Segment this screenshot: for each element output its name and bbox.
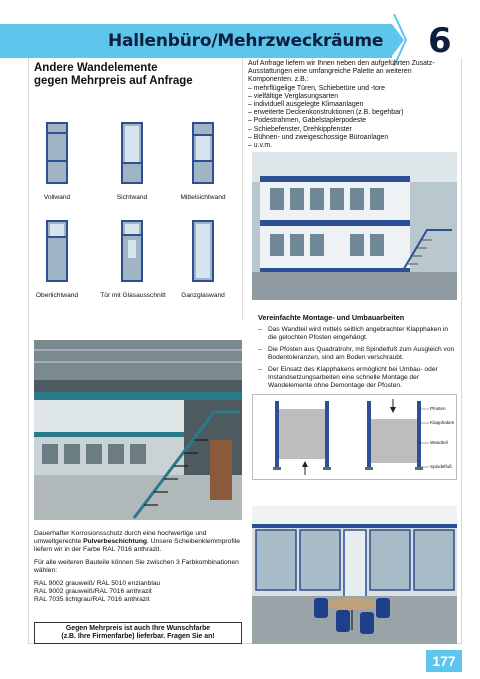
wall-vollwand — [46, 122, 68, 184]
photo-meeting-room — [252, 506, 457, 644]
coating-paragraph: Dauerhafter Korrosionsschutz durch eine hochwertige und umweltgerechte Pulverbeschichtung. Unsere Scheibenklemmprofile liefern wir in der Farbe RAL 7016 anthrazit. — [34, 530, 240, 553]
assembly-diagram-drawing — [253, 395, 458, 481]
chapter-number: 6 — [428, 21, 452, 61]
list-item: – individuell ausgelegte Klimaanlagen — [248, 101, 458, 109]
photo-two-storey-office — [252, 152, 457, 300]
wall-label-oberlichtwand: Oberlichtwand — [35, 292, 79, 299]
list-item: – Der Einsatz des Klapphakens ermöglicht bei Umbau- oder Instandsetzungsarbeiten eine schnelle Montage der Wandelemente ohne Demontage der Pfosten. — [258, 366, 458, 390]
intro-text — [248, 60, 458, 150]
list-item: – Podestrahmen, Gabelstaplerpodeste — [248, 117, 458, 125]
wall-mittelsichtwand — [192, 122, 214, 184]
intro-list — [248, 85, 458, 151]
wall-sichtwand — [121, 122, 143, 184]
diagram-label-wandteil: Wandteil — [430, 440, 448, 445]
wall-oberlichtwand — [46, 220, 68, 282]
list-item: – Bühnen- und zweigeschossige Büroanlagen — [248, 134, 458, 142]
wall-label-tuer: Tür mit Glasausschnitt — [100, 292, 166, 299]
list-item: – Schiebefenster, Drehkippfenster — [248, 126, 458, 134]
custom-color-callout: Gegen Mehrpreis ist auch Ihre Wunschfarbe (z.B. Ihre Firmenfarbe) lieferbar. Fragen Sie an! — [34, 622, 242, 644]
wall-label-ganzglaswand: Ganzglaswand — [181, 292, 225, 299]
color-option: RAL 9002 grauweiß/RAL 7016 anthrazit — [34, 588, 152, 595]
list-item: – mehrflügelige Türen, Schiebetüre und -tore — [248, 85, 458, 93]
intro-lead: Auf Anfrage liefern wir Ihnen neben den aufgeführten Zusatz-Ausstattungen eine umfangreiche Palette an weiteren Komponenten. z.B.: — [248, 60, 435, 84]
montage-list — [258, 326, 458, 394]
page-title: Hallenbüro/Mehrzweckräume — [108, 31, 384, 51]
wall-tuer-glasausschnitt — [121, 220, 143, 282]
wall-elements-heading: Andere Wandelemente gegen Mehrpreis auf Anfrage — [34, 62, 193, 87]
color-option: RAL 7035 lichtgrau/RAL 7016 anthrazit — [34, 596, 150, 603]
color-intro: Für alle weiteren Bauteile können Sie zwischen 3 Farbkombinationen wählen: — [34, 559, 239, 574]
assembly-diagram — [252, 394, 457, 480]
wall-label-vollwand: Vollwand — [43, 194, 71, 201]
color-option: RAL 9002 grauweiß/ RAL 5010 enzianblau — [34, 580, 161, 587]
column-divider — [242, 58, 243, 320]
list-item: – Die Pfosten aus Quadratrohr, mit Spindelfuß zum Ausgleich von Bodentoleranzen, sind am Boden verschraubt. — [258, 346, 458, 362]
list-item: – Das Wandteil wird mittels seitlich angebrachter Klapphaken in die gelochten Pfosten eingehängt. — [258, 326, 458, 342]
list-item: – erweiterte Deckenkonstruktionen (z.B. begehbar) — [248, 109, 458, 117]
photo-mezzanine-hall — [34, 340, 242, 520]
list-item: – u.v.m. — [248, 142, 458, 150]
page-number: 177 — [426, 650, 462, 672]
diagram-label-pfosten: Pfosten — [430, 406, 446, 411]
wall-label-mittelsichtwand: Mittelsichtwand — [180, 194, 226, 201]
diagram-label-spindelfuss: Spindelfuß — [430, 464, 452, 469]
list-item: – vielfältige Verglasungsarten — [248, 93, 458, 101]
wall-label-sichtwand: Sichtwand — [116, 194, 148, 201]
diagram-label-klapphaken: Klapphaken — [430, 420, 455, 425]
montage-heading: Vereinfachte Montage- und Umbauarbeiten — [258, 313, 405, 322]
coating-info — [34, 530, 242, 604]
wall-ganzglaswand — [192, 220, 214, 282]
